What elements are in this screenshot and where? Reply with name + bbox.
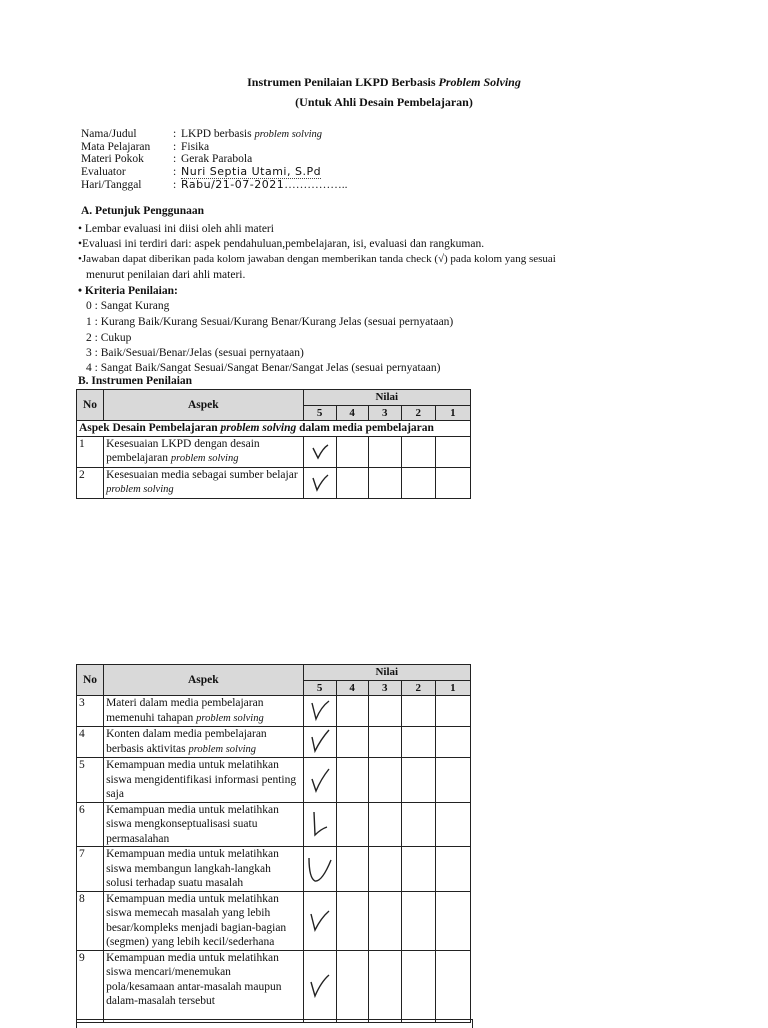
header-score-5: 5	[303, 680, 336, 696]
document-title	[0, 75, 768, 90]
score-cell[interactable]	[435, 802, 470, 847]
score-cell[interactable]	[401, 696, 435, 727]
header-score-4: 4	[336, 405, 368, 421]
instruction-line: •Jawaban dapat diberikan pada kolom jawaban dengan memberikan tanda check (√) pada kolom yang sesuai	[78, 253, 556, 265]
section-row: Aspek Desain Pembelajaran problem solving dalam media pembelajaran	[77, 421, 471, 437]
aspek-text: Kemampuan media untuk melatihkan siswa membangun langkah-langkah solusi terhadap suatu masalah	[104, 847, 303, 892]
checkmark-cell[interactable]	[303, 467, 336, 498]
score-cell[interactable]	[401, 847, 435, 892]
header-score-2: 2	[401, 405, 435, 421]
header-score-3: 3	[368, 405, 401, 421]
table-row: 6 Kemampuan media untuk melatihkan siswa mengkonseptualisasi suatu permasalahan	[77, 802, 471, 847]
score-cell[interactable]	[368, 467, 401, 498]
kriteria-item: 1 : Kurang Baik/Kurang Sesuai/Kurang Benar/Kurang Jelas (sesuai pernyataan)	[86, 316, 454, 328]
score-cell[interactable]	[368, 891, 401, 950]
score-cell[interactable]	[336, 847, 368, 892]
checkmark-icon	[306, 854, 334, 884]
score-cell[interactable]	[401, 467, 435, 498]
header-nilai: Nilai	[303, 665, 470, 681]
date-handwriting: Rabu/21-07-2021	[181, 178, 285, 191]
meta-evaluator: Evaluator : Nuri Septia Utami, S.Pd	[81, 165, 322, 178]
checkmark-icon	[309, 699, 331, 723]
score-cell[interactable]	[336, 727, 368, 758]
header-score-3: 3	[368, 680, 401, 696]
table-row: 8 Kemampuan media untuk melatihkan siswa memecah masalah yang lebih besar/kompleks menjadi bagian-bagian (segmen) yang lebih kecil/sederhana	[77, 891, 471, 950]
score-cell[interactable]	[401, 891, 435, 950]
score-cell[interactable]	[435, 891, 470, 950]
table-row: 2 Kesesuaian media sebagai sumber belajar problem solving	[77, 467, 471, 498]
score-cell[interactable]	[336, 467, 368, 498]
aspek-text: Kemampuan media untuk melatihkan siswa mengkonseptualisasi suatu permasalahan	[104, 802, 303, 847]
aspek-text: Kemampuan media untuk melatihkan siswa memecah masalah yang lebih besar/kompleks menjadi bagian-bagian (segmen) yang lebih kecil/sederhana	[104, 891, 303, 950]
checkmark-icon	[310, 442, 330, 462]
header-score-1: 1	[435, 405, 470, 421]
score-cell[interactable]	[336, 436, 368, 467]
kriteria-item: 4 : Sangat Baik/Sangat Sesuai/Sangat Benar/Sangat Jelas (sesuai pernyataan)	[86, 362, 441, 374]
checkmark-cell[interactable]	[303, 727, 336, 758]
header-score-5: 5	[303, 405, 336, 421]
assessment-table-2	[76, 664, 471, 1023]
score-cell[interactable]	[336, 696, 368, 727]
header-aspek: Aspek	[104, 390, 303, 421]
section-b-heading: B. Instrumen Penilaian	[78, 375, 193, 387]
kriteria-item: 2 : Cukup	[86, 332, 132, 344]
header-aspek: Aspek	[104, 665, 303, 696]
header-nilai: Nilai	[303, 390, 470, 406]
kriteria-heading: • Kriteria Penilaian:	[78, 285, 178, 297]
aspek-text: Kesesuaian media sebagai sumber belajar problem solving	[104, 467, 303, 498]
evaluator-handwriting: Nuri Septia Utami, S.Pd	[181, 165, 322, 178]
score-cell[interactable]	[336, 802, 368, 847]
meta-nama-judul: Nama/Judul : LKPD berbasis problem solving	[81, 128, 323, 140]
instruction-line: • Lembar evaluasi ini diisi oleh ahli materi	[78, 223, 274, 235]
checkmark-cell[interactable]	[303, 436, 336, 467]
score-cell[interactable]	[368, 727, 401, 758]
score-cell[interactable]	[435, 696, 470, 727]
score-cell[interactable]	[401, 758, 435, 803]
score-cell[interactable]	[435, 847, 470, 892]
score-cell[interactable]	[368, 436, 401, 467]
score-cell[interactable]	[401, 802, 435, 847]
checkmark-cell[interactable]	[303, 758, 336, 803]
kriteria-item: 3 : Baik/Sesuai/Benar/Jelas (sesuai pernyataan)	[86, 347, 304, 359]
aspek-text: Kemampuan media untuk melatihkan siswa mencari/menemukan pola/kesamaan antar-masalah maupun dalam-masalah tersebut	[104, 950, 303, 1022]
score-cell[interactable]	[435, 758, 470, 803]
score-cell[interactable]	[368, 802, 401, 847]
table-row: 3 Materi dalam media pembelajaran memenuhi tahapan problem solving	[77, 696, 471, 727]
score-cell[interactable]	[435, 467, 470, 498]
header-no: No	[77, 665, 104, 696]
kriteria-item: 0 : Sangat Kurang	[86, 300, 170, 312]
score-cell[interactable]	[401, 950, 435, 1022]
table-row: 1 Kesesuaian LKPD dengan desain pembelajaran problem solving	[77, 436, 471, 467]
header-score-4: 4	[336, 680, 368, 696]
checkmark-cell[interactable]	[303, 847, 336, 892]
score-cell[interactable]	[336, 758, 368, 803]
aspek-text: Kesesuaian LKPD dengan desain pembelajaran problem solving	[104, 436, 303, 467]
table-row: 7 Kemampuan media untuk melatihkan siswa membangun langkah-langkah solusi terhadap suatu masalah	[77, 847, 471, 892]
checkmark-cell[interactable]	[303, 891, 336, 950]
instruction-line: •Evaluasi ini terdiri dari: aspek pendahuluan,pembelajaran, isi, evaluasi dan rangkuman.	[78, 238, 485, 250]
section-a-heading: A. Petunjuk Penggunaan	[81, 205, 205, 217]
score-cell[interactable]	[368, 950, 401, 1022]
meta-hari-tanggal: Hari/Tanggal : Rabu/21-07-2021……………..	[81, 178, 348, 191]
aspek-text: Kemampuan media untuk melatihkan siswa mengidentifikasi informasi penting saja	[104, 758, 303, 803]
score-cell[interactable]	[336, 891, 368, 950]
table-row: 9 Kemampuan media untuk melatihkan siswa mencari/menemukan pola/kesamaan antar-masalah maupun dalam-masalah tersebut	[77, 950, 471, 1022]
instruction-line: menurut penilaian dari ahli materi.	[86, 269, 246, 281]
meta-materi-pokok: Materi Pokok : Gerak Parabola	[81, 153, 253, 165]
score-cell[interactable]	[368, 758, 401, 803]
checkmark-icon	[308, 972, 332, 1000]
score-cell[interactable]	[368, 847, 401, 892]
checkmark-icon	[309, 767, 331, 793]
table-row: 4 Konten dalam media pembelajaran berbasis aktivitas problem solving	[77, 727, 471, 758]
score-cell[interactable]	[401, 436, 435, 467]
aspek-text: Konten dalam media pembelajaran berbasis aktivitas problem solving	[104, 727, 303, 758]
checkmark-cell[interactable]	[303, 950, 336, 1022]
score-cell[interactable]	[401, 727, 435, 758]
header-score-2: 2	[401, 680, 435, 696]
checkmark-cell[interactable]	[303, 696, 336, 727]
document-subtitle: (Untuk Ahli Desain Pembelajaran)	[295, 95, 473, 109]
aspek-text: Materi dalam media pembelajaran memenuhi tahapan problem solving	[104, 696, 303, 727]
checkmark-icon	[309, 729, 331, 755]
checkmark-cell[interactable]	[303, 802, 336, 847]
title-text: Instrumen Penilaian LKPD Berbasis	[247, 75, 439, 89]
score-cell[interactable]	[435, 950, 470, 1022]
score-cell[interactable]	[368, 696, 401, 727]
score-cell[interactable]	[336, 950, 368, 1022]
meta-mata-pelajaran: Mata Pelajaran : Fisika	[81, 141, 210, 153]
table-row: 5 Kemampuan media untuk melatihkan siswa mengidentifikasi informasi penting saja	[77, 758, 471, 803]
checkmark-icon	[309, 809, 331, 839]
checkmark-icon	[308, 908, 332, 934]
title-italic: Problem Solving	[438, 75, 521, 89]
score-cell[interactable]	[435, 727, 470, 758]
checkmark-icon	[310, 473, 330, 493]
header-no: No	[77, 390, 104, 421]
assessment-table-1	[76, 389, 471, 499]
score-cell[interactable]	[435, 436, 470, 467]
header-score-1: 1	[435, 680, 470, 696]
